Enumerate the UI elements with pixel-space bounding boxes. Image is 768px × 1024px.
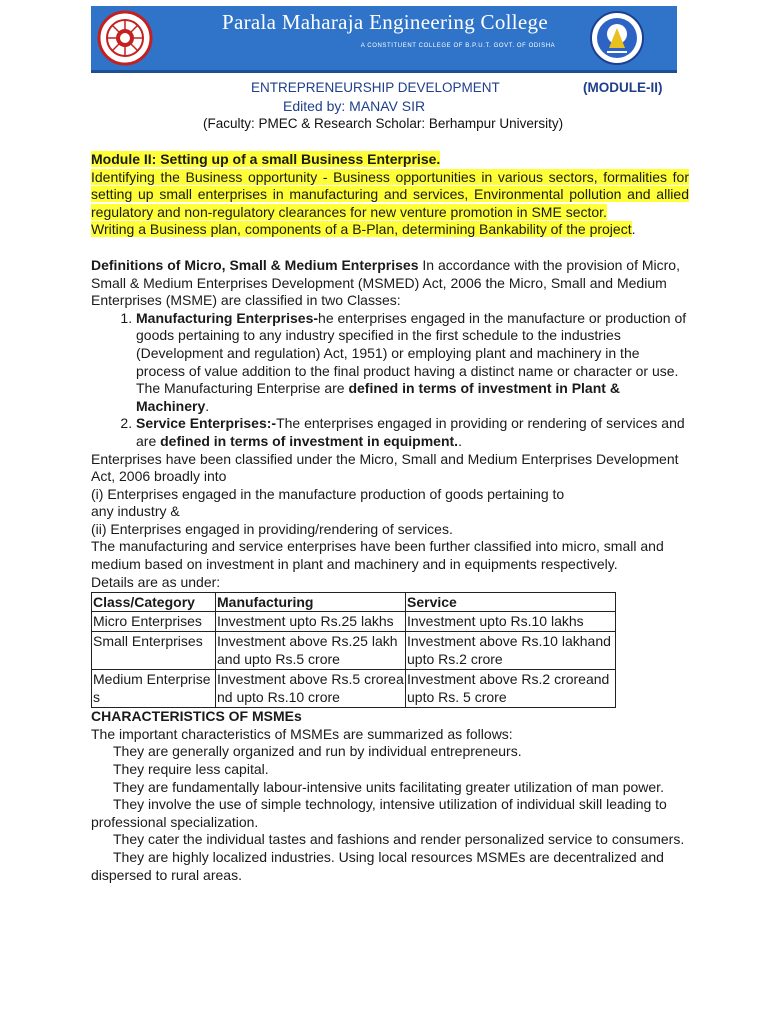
body-text: Details are as under: [91, 573, 221, 590]
list-item: 2. Service Enterprises:-The enterprises engaged in providing or rendering of services and are defined in terms of investment in equipment.. [136, 415, 689, 450]
characteristic-item: They require less capital. [113, 761, 269, 778]
characteristic-item: They are generally organized and run by individual entrepreneurs. [113, 743, 522, 760]
syllabus-topics-2: Writing a Business plan, components of a B-Plan, determining Bankability of the project. [91, 221, 636, 238]
table-cell: Investment above Rs.10 lakhand upto Rs.2 crore [406, 632, 616, 670]
table-cell: Investment above Rs.2 croreand upto Rs. 5 crore [406, 670, 616, 708]
msme-classification-table [91, 592, 616, 708]
table-cell: Investment upto Rs.25 lakhs [216, 612, 406, 632]
document-body [91, 151, 689, 884]
college-subtitle: A CONSTITUENT COLLEGE OF B.P.U.T. GOVT. OF ODISHA [360, 43, 556, 49]
table-row [92, 612, 616, 632]
syllabus-heading: Module II: Setting up of a small Business Enterprise. [91, 151, 441, 167]
body-text: (i) Enterprises engaged in the manufacture production of goods pertaining to [91, 485, 565, 502]
body-text: any industry & [91, 503, 180, 520]
definitions-heading: Definitions of Micro, Small & Medium Enterprises [91, 256, 419, 273]
edited-by: Edited by: MANAV SIR [283, 98, 426, 114]
college-crest-right [589, 10, 645, 66]
module-tag: (MODULE-II) [583, 80, 663, 95]
table-row [92, 670, 616, 708]
enterprise-types-list [91, 310, 689, 451]
college-name: Parala Maharaja Engineering College [222, 10, 548, 34]
characteristic-item: They are highly localized industries. Using local resources MSMEs are decentralized and dispersed to rural areas. [91, 849, 664, 883]
table-cell: Medium Enterprises [92, 670, 216, 708]
characteristic-item: They cater the individual tastes and fashions and render personalized service to consumers. [113, 831, 685, 848]
college-crest-left [97, 10, 153, 66]
table-header: Manufacturing [216, 593, 406, 612]
table-row [92, 632, 616, 670]
faculty-line: (Faculty: PMEC & Research Scholar: Berhampur University) [203, 116, 564, 131]
body-text: The manufacturing and service enterprises have been further classified into micro, small and medium based on investment in plant and machinery and in equipments respectively. [91, 538, 664, 573]
table-cell: Small Enterprises [92, 632, 216, 670]
course-title: ENTREPRENEURSHIP DEVELOPMENT [251, 80, 500, 95]
characteristic-item: They are fundamentally labour-intensive units facilitating greater utilization of man power. [113, 778, 664, 795]
definitions-paragraph: Definitions of Micro, Small & Medium Enterprises In accordance with the provision of Micro, Small & Medium Enterprises Development (MSMED) Act, 2006 the Micro, Small and Medium Enterprises (MSME) are classified in two Classes: [91, 256, 680, 309]
body-text: (ii) Enterprises engaged in providing/rendering of services. [91, 520, 453, 537]
body-text: Enterprises have been classified under the Micro, Small and Medium Enterprises Development Act, 2006 broadly into [91, 450, 679, 485]
table-cell: Investment above Rs.25 lakhand upto Rs.5 crore [216, 632, 406, 670]
syllabus-topics: Identifying the Business opportunity - Business opportunities in various sectors, formalities for setting up small enterprises in manufacturing and services, Environmental pollution and allied regulatory and non-regulatory clearances for new venture promotion in SME sector. [91, 168, 689, 220]
college-banner [91, 6, 677, 73]
table-cell: Investment above Rs.5 croreand upto Rs.10 crore [216, 670, 406, 708]
table-header-row [92, 593, 616, 612]
list-item: 1. Manufacturing Enterprises-he enterprises engaged in the manufacture or production of goods pertaining to any industry specified in the first schedule to the industries (Development and regulation) Act, 1951) or employing plant and machinery in the process of value addition to the final product having a distinct name or character or use. The Manufacturing Enterprise are defined in terms of investment in Plant & Machinery. [136, 310, 689, 416]
table-header: Service [406, 593, 616, 612]
table-header: Class/Category [92, 593, 216, 612]
characteristics-intro: The important characteristics of MSMEs are summarized as follows: [91, 725, 513, 742]
spacer [91, 239, 689, 257]
characteristics-heading: CHARACTERISTICS OF MSMEs [91, 708, 302, 725]
characteristic-item: They involve the use of simple technology, intensive utilization of individual skill leading to professional specialization. [91, 796, 667, 830]
table-cell: Investment upto Rs.10 lakhs [406, 612, 616, 632]
table-cell: Micro Enterprises [92, 612, 216, 632]
